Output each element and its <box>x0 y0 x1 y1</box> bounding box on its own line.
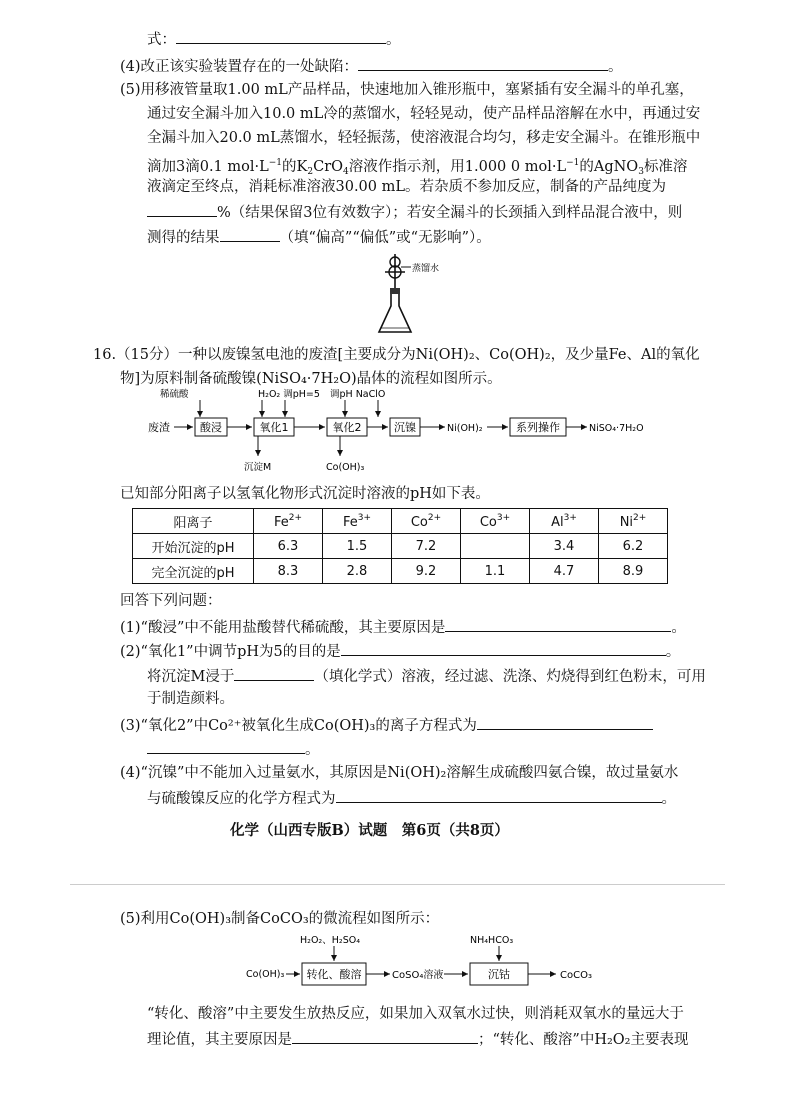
row-label: 开始沉淀的pH <box>133 534 254 559</box>
flow-start: 废渣 <box>148 421 170 434</box>
text: %（结果保留3位有效数字）；若安全漏斗的长颈插入到样品混合液中，则 <box>217 205 683 221</box>
q16-sub5-flowchart <box>244 932 604 992</box>
punct: 。 <box>386 32 401 48</box>
flow-output-cooh3: Co(OH)₃ <box>326 462 365 473</box>
flow-input-oxid2: 调pH NaClO <box>330 389 386 400</box>
q15-part5-line7 <box>147 226 491 248</box>
table-intro: 已知部分阳离子以氢氧化物形式沉淀时溶液的pH如下表。 <box>120 486 490 502</box>
text: （填“偏高”“偏低”或“无影响”）。 <box>279 230 491 246</box>
flow2-box-co-precip: 沉钴 <box>488 968 510 981</box>
text: 标准溶 <box>643 159 688 175</box>
flow-box-acid-leach: 酸浸 <box>200 421 222 434</box>
flow2-start: Co(OH)₃ <box>246 969 285 980</box>
ion-header: $Co^{2+}$ <box>392 509 461 534</box>
ion-header: $Fe^{3+}$ <box>323 509 392 534</box>
flow-box-oxid2: 氧化2 <box>332 421 362 434</box>
text: 滴加3滴0.1 mol·L <box>147 159 269 175</box>
text: (2)“氧化1”中调节pH为5的目的是 <box>120 644 341 660</box>
answer-blank[interactable] <box>336 787 662 803</box>
q16-sub2 <box>120 640 680 662</box>
text: CrO <box>313 159 344 175</box>
text: 测得的结果 <box>147 230 220 246</box>
answer-blank[interactable] <box>234 665 314 681</box>
q16-sub1 <box>120 616 686 638</box>
answer-blank[interactable] <box>220 226 280 242</box>
q16-sub3-line2 <box>147 738 320 760</box>
flow-input-acid: 稀硫酸 <box>160 389 189 400</box>
answer-blank[interactable] <box>477 714 653 730</box>
table-cell: 6.3 <box>254 534 323 559</box>
q16-sub2-line2 <box>147 665 706 687</box>
flow-box-series: 系列操作 <box>516 421 560 434</box>
superscript: −1 <box>268 158 283 168</box>
q15-part5-line3: 全漏斗加入20.0 mL蒸馏水，轻轻振荡，使溶液混合均匀，移走安全漏斗。在锥形瓶中 <box>147 130 701 146</box>
punct: 。 <box>671 620 686 636</box>
punct: 。 <box>305 742 320 758</box>
flow-box-ni-precip: 沉镍 <box>394 421 416 434</box>
subscript: 3 <box>638 167 644 177</box>
row-label: 完全沉淀的pH <box>133 559 254 584</box>
text: 理论值，其主要原因是 <box>147 1032 292 1048</box>
table-cell: 4.7 <box>530 559 599 584</box>
q15-line-0 <box>147 28 401 50</box>
text: 的AgNO <box>579 159 639 175</box>
table-cell: 9.2 <box>392 559 461 584</box>
ph-table <box>132 508 668 584</box>
q15-part4-text: (4)改正该实验装置存在的一处缺陷： <box>120 59 359 75</box>
flow2-mid: CoSO₄溶液 <box>392 970 444 981</box>
punct: 。 <box>608 59 623 75</box>
answer-blank[interactable] <box>341 640 666 656</box>
text: 与硫酸镍反应的化学方程式为 <box>147 791 336 807</box>
text: （填化学式）溶液，经过滤、洗涤、灼烧得到红色粉末，可用 <box>314 669 706 685</box>
q16-sub2-line3: 于制造颜料。 <box>147 691 234 707</box>
q15-part5-line5: 液滴定至终点，消耗标准溶液30.00 mL。若杂质不参加反应，制备的产品纯度为 <box>147 179 666 195</box>
q16-sub5: (5)利用Co(OH)₃制备CoCO₃的微流程如图所示： <box>120 911 440 927</box>
text: (3)“氧化2”中Co²⁺被氧化生成Co(OH)₃的离子方程式为 <box>120 718 477 734</box>
q16-intro-line1: 16.（15分）一种以废镍氢电池的废渣[主要成分为Ni(OH)₂、Co(OH)₂，及少量Fe、Al的氧化 <box>93 347 700 363</box>
apparatus-label: 蒸馏水 <box>412 264 440 274</box>
table-cell: 7.2 <box>392 534 461 559</box>
answer-blank[interactable] <box>147 201 217 217</box>
answer-prompt: 回答下列问题： <box>120 593 222 609</box>
text: 将沉淀M浸于 <box>147 669 235 685</box>
q16-sub4-line2 <box>147 787 676 809</box>
flow2-input-2: NH₄HCO₃ <box>470 935 514 946</box>
table-corner: 阳离子 <box>133 509 254 534</box>
answer-blank[interactable] <box>358 55 608 71</box>
ion-header: $Ni^{2+}$ <box>599 509 668 534</box>
subscript: 2 <box>307 167 314 177</box>
q16-sub5-para-line2 <box>147 1028 688 1050</box>
flow-input-oxid1: H₂O₂ 调pH=5 <box>258 389 320 400</box>
table-row <box>133 559 668 584</box>
q16-sub3 <box>120 714 653 736</box>
flask-apparatus-diagram <box>365 250 455 340</box>
answer-blank[interactable] <box>176 28 386 44</box>
text: (1)“酸浸”中不能用盐酸替代稀硫酸，其主要原因是 <box>120 620 446 636</box>
text: 溶液作指示剂，用1.000 0 mol·L <box>348 159 567 175</box>
flow-box-oxid1: 氧化1 <box>259 421 289 434</box>
table-cell: 3.4 <box>530 534 599 559</box>
table-cell: 8.3 <box>254 559 323 584</box>
text: 的K <box>282 159 308 175</box>
ion-header: $Al^{3+}$ <box>530 509 599 534</box>
flow2-box-convert: 转化、酸溶 <box>306 968 362 981</box>
punct: 。 <box>665 644 681 660</box>
flow-mid-product: Ni(OH)₂ <box>447 423 483 434</box>
q15-line-0-text: 式： <box>147 32 176 48</box>
table-cell: 6.2 <box>599 534 668 559</box>
answer-blank[interactable] <box>147 738 305 754</box>
superscript: −1 <box>566 158 580 168</box>
ion-header: $Fe^{2+}$ <box>254 509 323 534</box>
q15-part5-line2: 通过安全漏斗加入10.0 mL冷的蒸馏水，轻轻晃动，使产品样品溶解在水中，再通过安 <box>147 106 701 122</box>
q15-part5-line1: (5)用移液管量取1.00 mL产品样品，快速地加入锥形瓶中，塞紧插有安全漏斗的单孔塞， <box>120 82 694 98</box>
q15-part4 <box>120 55 623 77</box>
answer-blank[interactable] <box>292 1028 478 1044</box>
table-cell: 1.5 <box>323 534 392 559</box>
q15-part5-line6 <box>147 201 682 223</box>
flow2-end: CoCO₃ <box>560 970 592 981</box>
flow-end-product: NiSO₄·7H₂O <box>589 423 644 434</box>
q16-sub5-para-line1: “转化、酸溶”中主要发生放热反应，如果加入双氧水过快，则消耗双氧水的量远大于 <box>147 1006 684 1022</box>
text: ；“转化、酸溶”中H₂O₂主要表现 <box>478 1032 689 1048</box>
q16-sub4-line1: (4)“沉镍”中不能加入过量氨水，其原因是Ni(OH)₂溶解生成硫酸四氨合镍，故过量氨水 <box>120 765 679 781</box>
answer-blank[interactable] <box>445 616 671 632</box>
page-footer: 化学（山西专版B）试题 第6页（共8页） <box>230 822 509 839</box>
q16-flowchart <box>140 388 680 478</box>
punct: 。 <box>661 791 676 807</box>
q16-intro-line2: 物]为原料制备硫酸镍(NiSO₄·7H₂O)晶体的流程如图所示。 <box>120 371 502 387</box>
table-cell: 8.9 <box>599 559 668 584</box>
table-cell <box>461 534 530 559</box>
table-cell: 2.8 <box>323 559 392 584</box>
flow2-input-1: H₂O₂、H₂SO₄ <box>300 935 361 946</box>
table-cell: 1.1 <box>461 559 530 584</box>
flow-output-precipitate-m: 沉淀M <box>244 462 272 473</box>
subscript: 4 <box>343 167 349 177</box>
ion-header: $Co^{3+}$ <box>461 509 530 534</box>
table-row <box>133 509 668 534</box>
page-divider <box>70 884 725 885</box>
table-row <box>133 534 668 559</box>
